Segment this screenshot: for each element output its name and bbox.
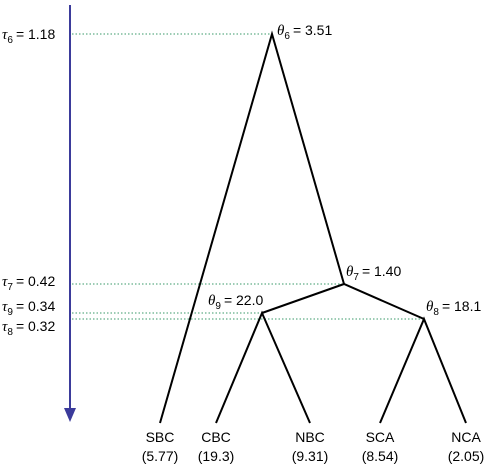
branch-node8 bbox=[380, 319, 466, 423]
leaf-name-nbc: NBC bbox=[295, 429, 325, 445]
branch-node9 bbox=[216, 313, 310, 423]
leaf-value-cbc: (19.3) bbox=[197, 448, 235, 464]
leaf-name-nca: NCA bbox=[451, 429, 481, 445]
theta6-label: $\theta_6 = 3.51$ bbox=[277, 22, 333, 42]
tau8-label: $\tau_8 = 0.32$ bbox=[2, 318, 56, 338]
theta8-label: $\theta_8 = 18.1$ bbox=[426, 298, 482, 318]
leaf-value-nbc: (9.31) bbox=[291, 448, 329, 464]
time-arrowhead bbox=[64, 408, 76, 422]
leaf-name-cbc: CBC bbox=[201, 429, 231, 445]
tau6-label: $\tau_6 = 1.18$ bbox=[2, 26, 56, 46]
leaf-value-sca: (8.54) bbox=[361, 448, 399, 464]
branch-node7 bbox=[262, 284, 424, 319]
tau7-label: $\tau_7 = 0.42$ bbox=[2, 273, 56, 293]
theta9-label: $\theta_9 = 22.0$ bbox=[208, 292, 264, 312]
leaf-name-sbc: SBC bbox=[145, 429, 175, 445]
theta7-label: $\theta_7 = 1.40$ bbox=[346, 263, 402, 283]
leaf-value-sbc: (5.77) bbox=[141, 448, 179, 464]
leaf-value-nca: (2.05) bbox=[447, 448, 485, 464]
tau9-label: $\tau_9 = 0.34$ bbox=[2, 298, 56, 318]
branch-root bbox=[160, 34, 344, 423]
leaf-name-sca: SCA bbox=[365, 429, 395, 445]
